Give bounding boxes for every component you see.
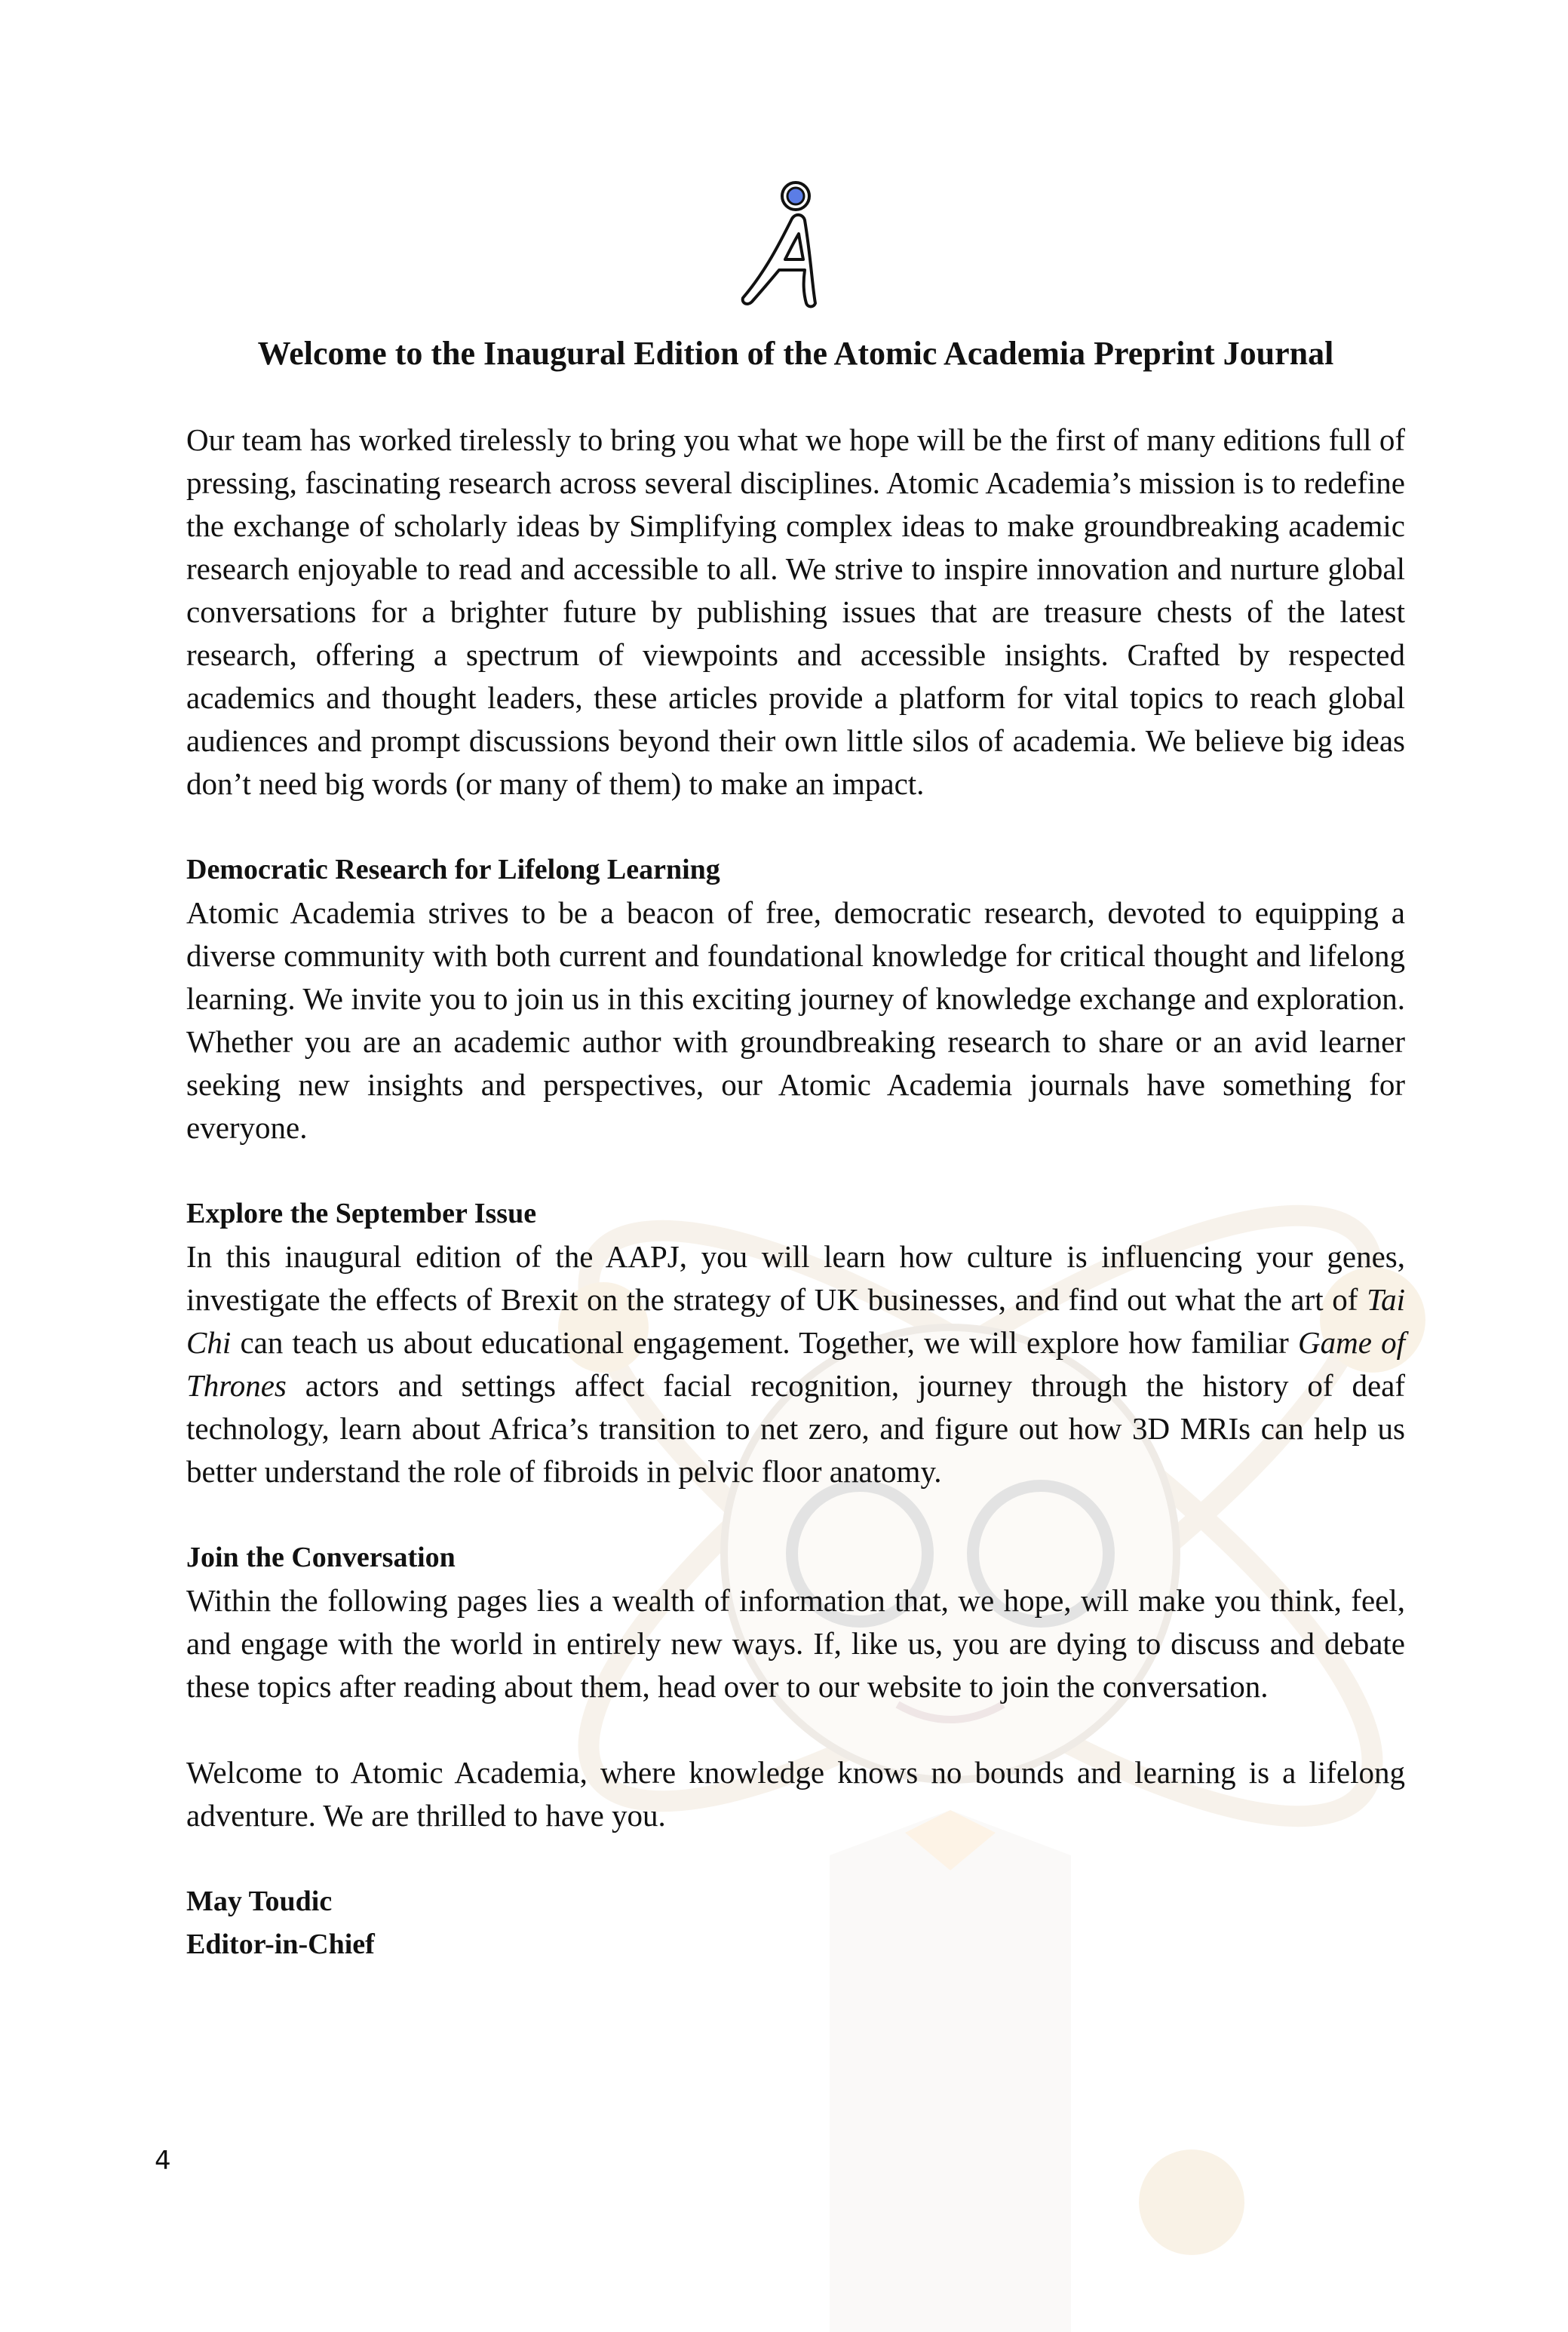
section-heading: Join the Conversation [186,1542,456,1574]
intro-paragraph: Our team has worked tirelessly to bring you what we hope will be the first of many editions full of pressing, fascinating research across several disciplines. Atomic Academia’s mission is to redefine the exchange of scholarly ideas by Simplifying complex ideas to make groundbreaking academic research enjoyable to read and accessible to all. We strive to inspire innovation and nurture global conversations for a brighter future by publishing issues that are treasure chests of the latest research, offering a spectrum of viewpoints and accessible insights. Crafted by respected academics and thought leaders, these articles provide a platform for vital topics to reach global audiences and prompt discussions beyond their own little silos of academia. We believe big ideas don’t need big words (or many of them) to make an impact. [186,422,1405,802]
section-paragraph: Within the following pages lies a wealth of information that, we hope, will make you think, feel, and engage with the world in entirely new ways. If, like us, you are dying to discuss and debate these topics after reading about them, head over to our website to join the conversation. [186,1583,1405,1705]
closing-paragraph: Welcome to Atomic Academia, where knowledge knows no bounds and learning is a lifelong adventure. We are thrilled to have you. [186,1755,1405,1833]
signature-name: May Toudic [186,1886,333,1918]
atomic-academia-logo [720,173,856,317]
section-paragraph [186,1235,1405,1493]
italic-title: Tai Chi [186,1282,1405,1361]
signature-role: Editor-in-Chief [186,1929,375,1961]
intro-block [186,419,1405,805]
editorial-content [186,332,1405,1966]
section-paragraph: Atomic Academia strives to be a beacon of free, democratic research, devoted to equipping a diverse community with both current and foundational knowledge for critical thought and lifelong learning. We invite you to join us in this exciting journey of knowledge exchange and exploration. Whether you are an academic author with groundbreaking research to share or an avid learner seeking new insights and perspectives, our Atomic Academia journals have something for everyone. [186,895,1405,1146]
page-number: 4 [155,2146,171,2176]
section-september-issue [186,1192,1405,1493]
text-segment: can teach us about educational engagement. Together, we will explore how familiar [231,1325,1298,1361]
section-democratic-research [186,848,1405,1149]
signature-block [186,1880,1405,1966]
section-heading: Explore the September Issue [186,1198,537,1230]
italic-title: Game of Thrones [186,1325,1405,1404]
text-segment: actors and settings affect facial recognition, journey through the history of deaf technology, learn about Africa’s transition to net zero, and figure out how 3D MRIs can help us better understand the role of fibroids in pelvic floor anatomy. [186,1368,1405,1490]
text-segment: In this inaugural edition of the AAPJ, you will learn how culture is influencing your genes, investigate the effects of Brexit on the strategy of UK businesses, and find out what the art of [186,1239,1405,1318]
section-heading: Democratic Research for Lifelong Learning [186,854,720,886]
section-join-conversation [186,1536,1405,1708]
closing-block [186,1751,1405,1837]
page-title: Welcome to the Inaugural Edition of the Atomic Academia Preprint Journal [257,335,1334,372]
